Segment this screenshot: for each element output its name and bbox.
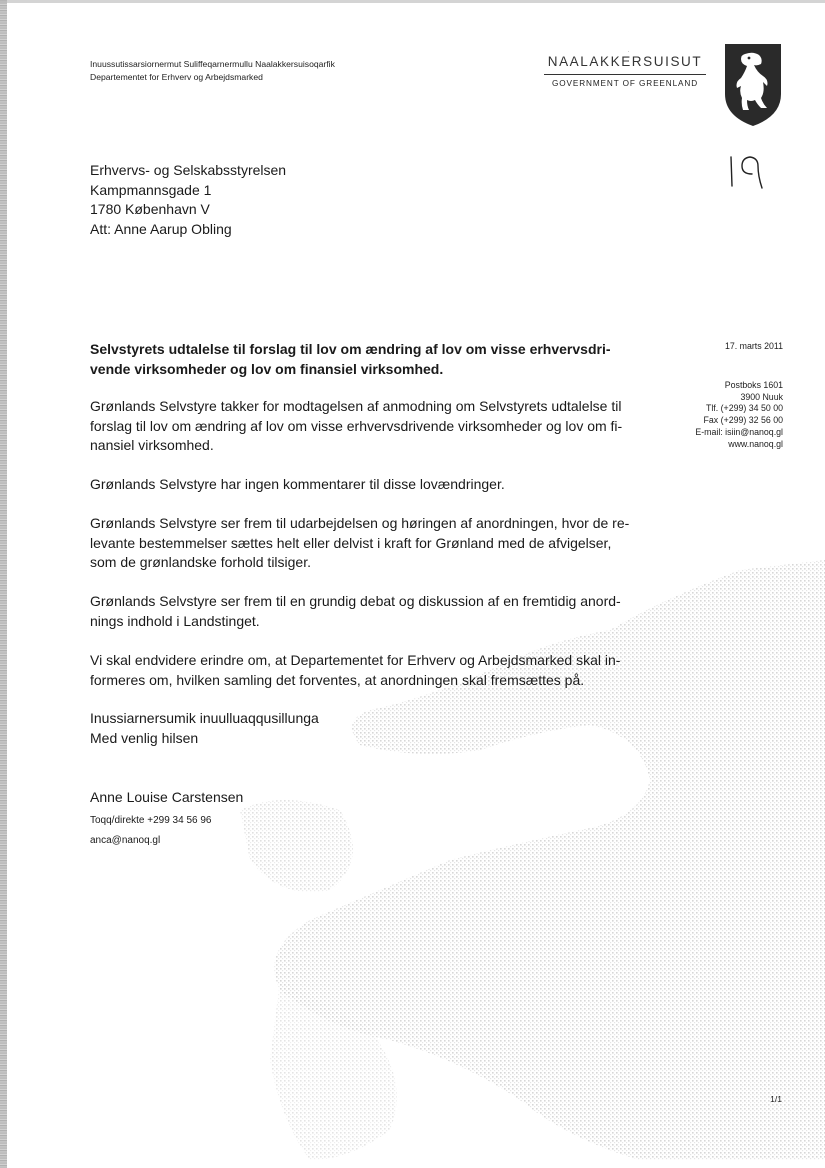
paragraph bbox=[90, 514, 629, 573]
subject-line: Selvstyrets udtalelse til forslag til lov om ændring af lov om visse erhvervsdri- bbox=[90, 341, 611, 357]
polar-bear-watermark-icon bbox=[220, 560, 825, 1160]
handwritten-note bbox=[628, 52, 768, 192]
fax: Fax (+299) 32 56 00 bbox=[703, 415, 783, 426]
coat-of-arms-polar-bear-icon bbox=[723, 42, 783, 128]
subject-line: vende virksomheder og lov om finansiel virksomhed. bbox=[90, 360, 444, 377]
signer-direct-phone: Toqq/direkte +299 34 56 96 bbox=[90, 815, 212, 826]
paragraph bbox=[90, 397, 622, 456]
closing-line: Inussiarnersumik inuulluaqqusillunga bbox=[90, 710, 319, 726]
signer-name: Anne Louise Carstensen bbox=[90, 789, 244, 805]
letter-subject bbox=[90, 340, 630, 379]
brand-divider bbox=[544, 74, 706, 75]
paragraph-line: Vi skal endvidere erindre om, at Departementet for Erhverv og Arbejdsmarked skal in- bbox=[90, 652, 621, 668]
government-brand bbox=[544, 54, 706, 88]
paragraph-line: nansiel virksomhed. bbox=[90, 437, 214, 453]
scan-edge-top bbox=[0, 0, 825, 3]
paragraph-line: Grønlands Selvstyre ser frem til en grundig debat og diskussion af en fremtidig anord- bbox=[90, 593, 621, 609]
scan-edge-left bbox=[0, 0, 7, 1168]
paragraph-line: som de grønlandske forhold tilsiger. bbox=[90, 554, 311, 570]
page-number: 1/1 bbox=[770, 1094, 782, 1104]
website: www.nanoq.gl bbox=[728, 438, 783, 449]
paragraph-line: formeres om, hvilken samling det forventes, at anordningen skal fremsættes på. bbox=[90, 671, 585, 688]
paragraph-line: Grønlands Selvstyre har ingen kommentarer til disse lovændringer. bbox=[90, 476, 505, 492]
city: 3900 Nuuk bbox=[740, 391, 783, 402]
closing bbox=[90, 709, 319, 748]
department-name-greenlandic: Inuussutissarsiornermut Suliffeqarnermullu Naalakkersuisoqarfik bbox=[90, 59, 335, 69]
department-header bbox=[90, 58, 335, 84]
brand-subtitle: GOVERNMENT OF GREENLAND bbox=[551, 79, 699, 88]
paragraph bbox=[90, 592, 621, 631]
letter-date: 17. marts 2011 bbox=[724, 341, 783, 351]
recipient-address bbox=[90, 161, 286, 240]
brand-name: NAALAKKERSUISUT bbox=[547, 54, 703, 69]
phone: Tlf. (+299) 34 50 00 bbox=[705, 403, 783, 414]
recipient-line: Erhvervs- og Selskabsstyrelsen bbox=[90, 162, 287, 178]
postbox: Postboks 1601 bbox=[724, 379, 783, 390]
email: E-mail: isiin@nanoq.gl bbox=[695, 426, 783, 437]
department-name-danish: Departementet for Erhverv og Arbejdsmarked bbox=[90, 72, 263, 82]
paragraph bbox=[90, 651, 620, 690]
paragraph-line: levante bestemmelser sættes helt eller delvist i kraft for Grønland med de afvigelser, bbox=[90, 534, 612, 551]
closing-line: Med venlig hilsen bbox=[90, 729, 199, 746]
signer-email: anca@nanoq.gl bbox=[90, 834, 161, 846]
paragraph-line: forslag til lov om ændring af lov om visse erhvervsdrivende virksomheder og lov om fi- bbox=[90, 417, 623, 434]
recipient-line: 1780 København V bbox=[90, 201, 210, 218]
signer-contact bbox=[90, 811, 211, 850]
paragraph-line: Grønlands Selvstyre takker for modtagelsen af anmodning om Selvstyrets udtalelse til bbox=[90, 398, 622, 414]
paragraph-line: nings indhold i Landstinget. bbox=[90, 612, 260, 629]
sender-contact-sidebar bbox=[660, 341, 783, 451]
recipient-line: Att: Anne Aarup Obling bbox=[90, 221, 232, 238]
paragraph bbox=[90, 475, 505, 495]
paragraph-line: Grønlands Selvstyre ser frem til udarbejdelsen og høringen af anordningen, hvor de re- bbox=[90, 515, 630, 531]
svg-text:19: 19 bbox=[628, 52, 630, 53]
recipient-line: Kampmannsgade 1 bbox=[90, 181, 212, 198]
